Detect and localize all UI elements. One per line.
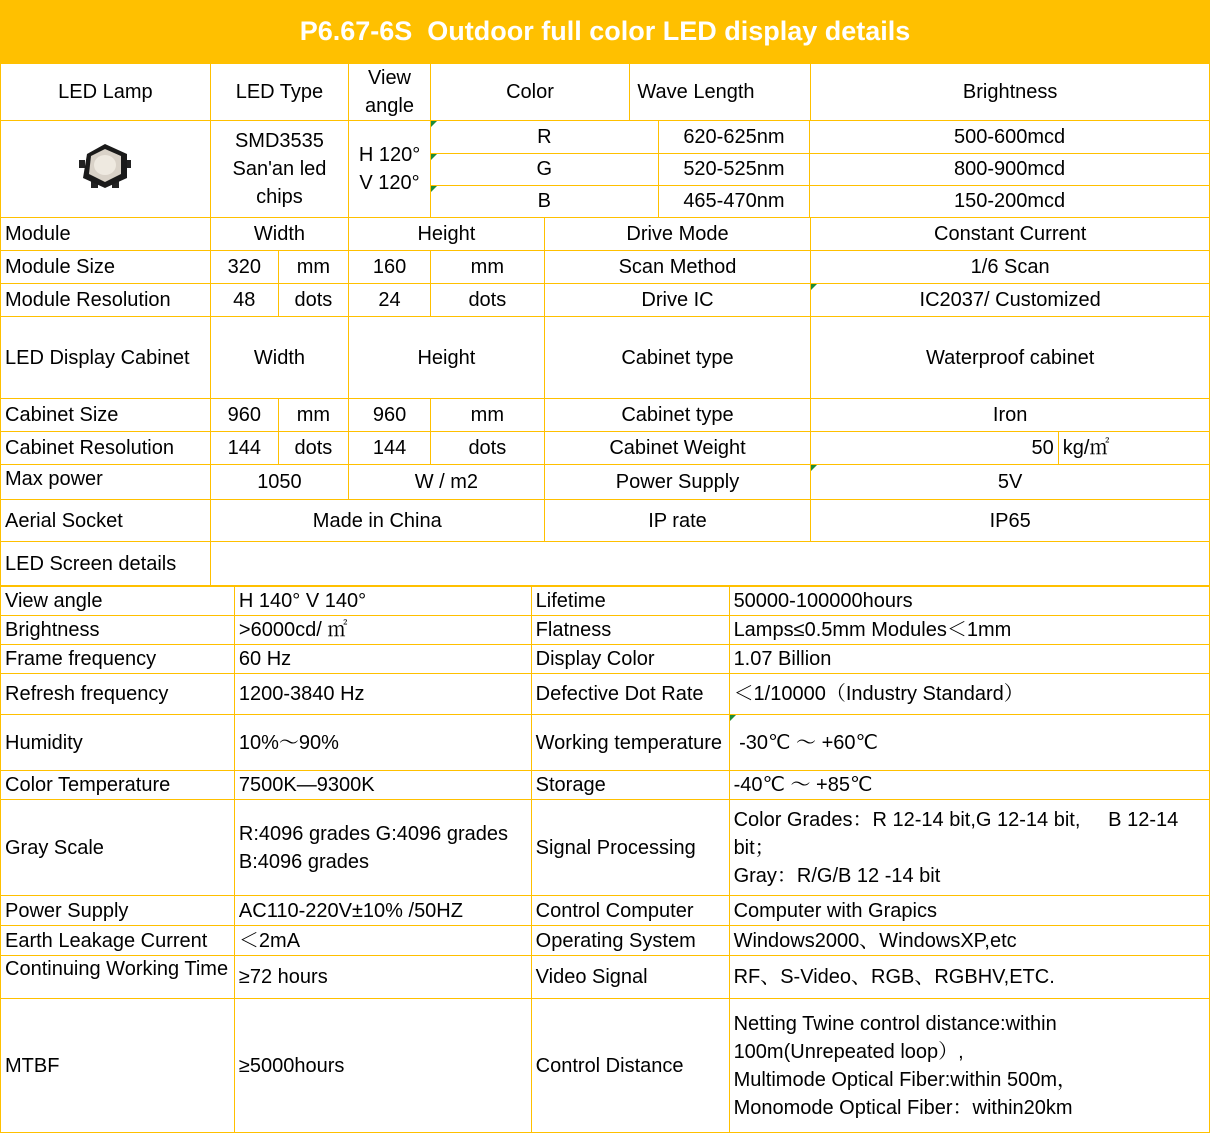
- details-table: [0, 586, 1210, 1133]
- detail-value: 60 Hz: [234, 645, 531, 674]
- detail-key: Operating System: [531, 926, 729, 956]
- cabinet-res-h: 144: [349, 432, 431, 465]
- led-type-line-1: SMD3535: [234, 130, 324, 152]
- channel-wave: 620-625nm: [658, 121, 809, 153]
- detail-value: 50000-100000hours: [729, 587, 1209, 616]
- cabinet-material-value: Iron: [811, 399, 1210, 432]
- detail-key: Display Color: [531, 645, 729, 674]
- detail-row: [1, 956, 1210, 999]
- cabinet-width-value: 960: [210, 399, 278, 432]
- screen-details-row: [1, 542, 1210, 586]
- detail-row: [1, 999, 1210, 1133]
- detail-row: [1, 800, 1210, 896]
- power-supply-value: 5V: [811, 465, 1210, 500]
- signal-processing-line-1: Color Grades：R 12-14 bit,G 12-14 bit, B 12-14 bit；: [733, 808, 1184, 859]
- detail-value: ＜2mA: [234, 926, 531, 956]
- drive-mode-label: Drive Mode: [544, 218, 811, 251]
- cabinet-res-w-unit: dots: [278, 432, 348, 465]
- detail-value: >6000cd/ ㎡: [234, 616, 531, 645]
- channel-subtable: [431, 121, 1209, 217]
- detail-key: Storage: [531, 771, 729, 800]
- detail-value: Computer with Grapics: [729, 896, 1209, 926]
- detail-value: 1200-3840 Hz: [234, 674, 531, 715]
- cabinet-resolution-row: [1, 432, 1210, 465]
- header-led-lamp: LED Lamp: [1, 64, 211, 121]
- detail-row: [1, 616, 1210, 645]
- detail-value: RF、S-Video、RGB、RGBHV,ETC.: [729, 956, 1209, 999]
- cabinet-weight-label: Cabinet Weight: [544, 432, 811, 465]
- continuing-working-time-label: Continuing Working Time: [5, 958, 229, 980]
- detail-row: [1, 896, 1210, 926]
- detail-value: -40℃ ～ +85℃: [729, 771, 1209, 800]
- header-color: [430, 64, 810, 121]
- detail-key: Control Computer: [531, 896, 729, 926]
- cabinet-res-h-unit: dots: [430, 432, 544, 465]
- power-supply-label: Power Supply: [544, 465, 811, 500]
- cabinet-weight-value: 50: [811, 432, 1058, 465]
- module-res-w: 48: [210, 284, 278, 317]
- detail-value: [729, 999, 1209, 1133]
- detail-key: Control Distance: [531, 999, 729, 1133]
- detail-value: AC110-220V±10% /50HZ: [234, 896, 531, 926]
- detail-key: Lifetime: [531, 587, 729, 616]
- cabinet-width-unit: mm: [278, 399, 348, 432]
- header-color-label: Color: [506, 81, 554, 103]
- ip-rate-label: IP rate: [544, 500, 811, 542]
- row-label: Cabinet Resolution: [1, 432, 211, 465]
- lamp-image-cell: [1, 121, 211, 218]
- channel-row-g: [431, 153, 1209, 185]
- ip-rate-value: IP65: [811, 500, 1210, 542]
- drive-ic-value: IC2037/ Customized: [811, 284, 1210, 317]
- view-angle-value: [349, 121, 431, 218]
- row-label: Max power: [1, 465, 211, 500]
- scan-method-label: Scan Method: [544, 251, 811, 284]
- detail-value: Lamps≤0.5mm Modules＜1mm: [729, 616, 1209, 645]
- detail-key: [1, 956, 235, 999]
- cabinet-type-label: Cabinet type: [544, 317, 811, 399]
- cabinet-res-w: 144: [210, 432, 278, 465]
- spec-table: [0, 63, 1210, 586]
- detail-value: H 140° V 140°: [234, 587, 531, 616]
- channel-row-b: [431, 185, 1209, 217]
- channel-subtable-cell: [430, 121, 1209, 218]
- detail-row: [1, 771, 1210, 800]
- detail-value: 1.07 Billion: [729, 645, 1209, 674]
- module-height-unit: mm: [430, 251, 544, 284]
- header-wave-length-label: Wave Length: [629, 64, 762, 120]
- detail-value: ≥5000hours: [234, 999, 531, 1133]
- module-row: [1, 218, 1210, 251]
- cabinet-size-row: [1, 399, 1210, 432]
- channel-wave: 520-525nm: [658, 153, 809, 185]
- led-type-value: [210, 121, 348, 218]
- scan-method-value: 1/6 Scan: [811, 251, 1210, 284]
- detail-key: Earth Leakage Current: [1, 926, 235, 956]
- smd-led-chip-icon: [75, 140, 135, 198]
- header-led-type: LED Type: [210, 64, 348, 121]
- module-res-w-unit: dots: [278, 284, 348, 317]
- detail-key: Gray Scale: [1, 800, 235, 896]
- row-label: Cabinet Size: [1, 399, 211, 432]
- detail-key: Refresh frequency: [1, 674, 235, 715]
- cabinet-height-unit: mm: [430, 399, 544, 432]
- view-angle-line-1: H 120°: [358, 144, 421, 166]
- cabinet-width-label: Width: [210, 317, 348, 399]
- screen-details-label: LED Screen details: [1, 542, 211, 586]
- drive-ic-label: Drive IC: [544, 284, 811, 317]
- detail-key: Humidity: [1, 715, 235, 771]
- detail-key: MTBF: [1, 999, 235, 1133]
- detail-value: 10%～90%: [234, 715, 531, 771]
- channel-brightness: 800-900mcd: [810, 153, 1209, 185]
- control-distance-line-3: Monomode Optical Fiber：within20km: [733, 1096, 1073, 1119]
- cabinet-weight-unit: kg/㎡: [1058, 432, 1209, 465]
- module-res-h-unit: dots: [430, 284, 544, 317]
- channel-brightness: 150-200mcd: [810, 185, 1209, 217]
- channel-color: G: [431, 153, 658, 185]
- detail-key: Signal Processing: [531, 800, 729, 896]
- detail-row: [1, 674, 1210, 715]
- detail-key: Flatness: [531, 616, 729, 645]
- cabinet-height-value: 960: [349, 399, 431, 432]
- detail-key: Video Signal: [531, 956, 729, 999]
- detail-value: [729, 800, 1209, 896]
- view-angle-line-2: V 120°: [359, 172, 420, 194]
- row-label: Module: [1, 218, 211, 251]
- screen-details-spacer: [210, 542, 1209, 586]
- channel-color: B: [431, 185, 658, 217]
- cabinet-height-label: Height: [349, 317, 545, 399]
- channel-brightness: 500-600mcd: [810, 121, 1209, 153]
- module-size-row: [1, 251, 1210, 284]
- detail-value: 7500K—9300K: [234, 771, 531, 800]
- max-power-row: [1, 465, 1210, 500]
- module-width-unit: mm: [278, 251, 348, 284]
- module-res-h: 24: [349, 284, 431, 317]
- detail-key: Frame frequency: [1, 645, 235, 674]
- detail-value: -30℃ ～ +60℃: [729, 715, 1209, 771]
- row-label: Module Size: [1, 251, 211, 284]
- drive-mode-value: Constant Current: [811, 218, 1210, 251]
- max-power-value: 1050: [210, 465, 348, 500]
- detail-key: View angle: [1, 587, 235, 616]
- channel-color: R: [431, 121, 658, 153]
- module-width-value: 320: [210, 251, 278, 284]
- row-label: LED Display Cabinet: [1, 317, 211, 399]
- detail-value: Windows2000、WindowsXP,etc: [729, 926, 1209, 956]
- cabinet-material-label: Cabinet type: [544, 399, 811, 432]
- header-view-angle: View angle: [349, 64, 431, 121]
- control-distance-line-1: Netting Twine control distance:within 100m(Unrepeated loop）,: [733, 1012, 1057, 1063]
- page-title: P6.67-6S Outdoor full color LED display details: [0, 0, 1210, 63]
- detail-key: Defective Dot Rate: [531, 674, 729, 715]
- aerial-socket-row: [1, 500, 1210, 542]
- detail-value: ＜1/10000（Industry Standard）: [729, 674, 1209, 715]
- module-height-value: 160: [349, 251, 431, 284]
- row-label: Module Resolution: [1, 284, 211, 317]
- signal-processing-line-2: Gray：R/G/B 12 -14 bit: [733, 864, 941, 887]
- lamp-header-row: [1, 64, 1210, 121]
- aerial-socket-value: Made in China: [210, 500, 544, 542]
- detail-key: Color Temperature: [1, 771, 235, 800]
- detail-key: Power Supply: [1, 896, 235, 926]
- detail-key: Working temperature: [531, 715, 729, 771]
- detail-value: R:4096 grades G:4096 grades B:4096 grades: [234, 800, 531, 896]
- header-brightness-block: Brightness: [811, 64, 1210, 121]
- detail-row: [1, 926, 1210, 956]
- detail-value: ≥72 hours: [234, 956, 531, 999]
- module-height-label: Height: [349, 218, 545, 251]
- spec-table-container: [0, 63, 1210, 1133]
- cabinet-type-value: Waterproof cabinet: [811, 317, 1210, 399]
- row-label: Aerial Socket: [1, 500, 211, 542]
- detail-row: [1, 587, 1210, 616]
- lamp-detail-row: [1, 121, 1210, 218]
- detail-key: Brightness: [1, 616, 235, 645]
- led-type-line-2: San'an led chips: [232, 158, 327, 208]
- control-distance-line-2: Multimode Optical Fiber:within 500m，: [733, 1068, 1078, 1091]
- module-resolution-row: [1, 284, 1210, 317]
- channel-wave: 465-470nm: [658, 185, 809, 217]
- max-power-unit: W / m2: [349, 465, 545, 500]
- detail-row: [1, 645, 1210, 674]
- module-width-label: Width: [210, 218, 348, 251]
- channel-row-r: [431, 121, 1209, 153]
- cabinet-row: [1, 317, 1210, 399]
- detail-row: [1, 715, 1210, 771]
